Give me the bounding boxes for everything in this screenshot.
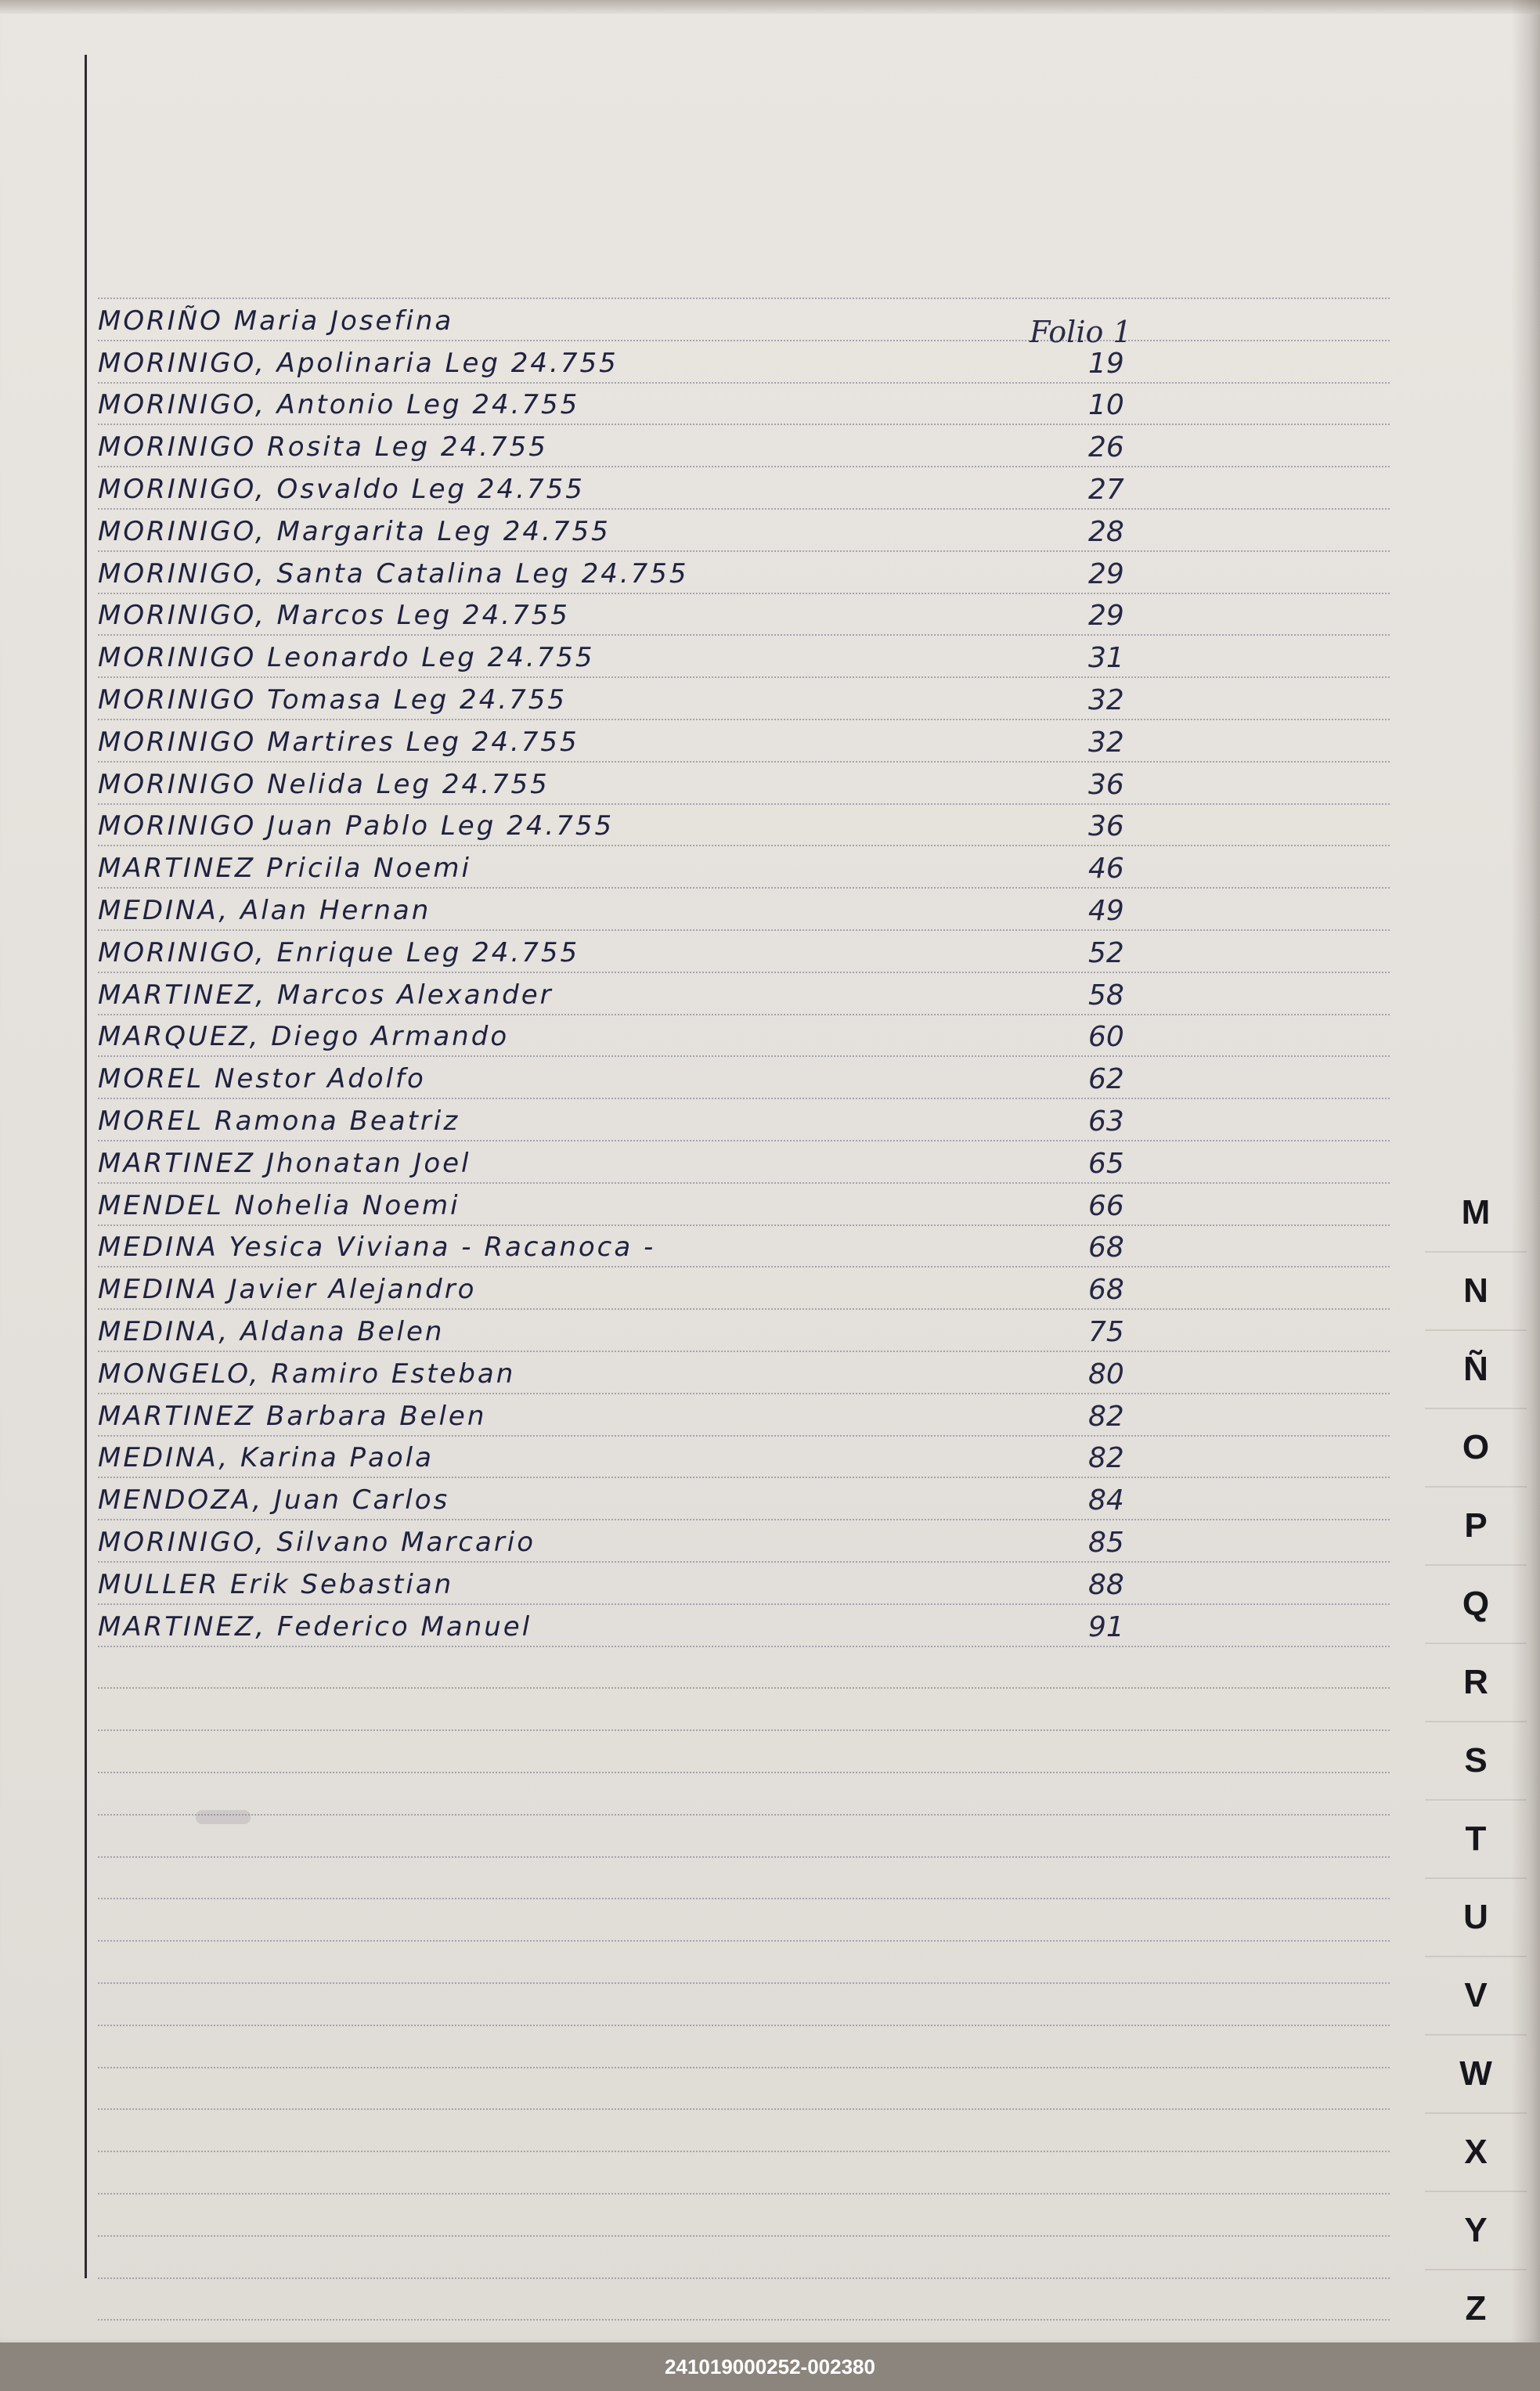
entry-name: MEDINA, Alan Hernan (98, 895, 431, 926)
ruled-line (98, 424, 1390, 425)
ruled-line (98, 634, 1390, 636)
entry-folio: 32 (1088, 726, 1124, 759)
alphabet-index-tabs (1425, 1174, 1527, 2349)
entry-folio: 82 (1088, 1400, 1124, 1433)
entry-folio: 88 (1088, 1568, 1124, 1601)
index-tab-y[interactable]: Y (1425, 2192, 1527, 2270)
ruled-line (98, 1055, 1390, 1057)
ruled-line (98, 2193, 1390, 2194)
ruled-line (98, 972, 1390, 973)
ruled-line (98, 1982, 1390, 1984)
ruled-line (98, 929, 1390, 931)
entry-name: MORINIGO, Margarita Leg 24.755 (98, 515, 611, 547)
entry-folio: 80 (1088, 1358, 1124, 1390)
entry-folio: 75 (1088, 1316, 1124, 1348)
entry-folio: 36 (1088, 810, 1124, 843)
entry-folio: 19 (1088, 347, 1124, 380)
ruled-line (98, 1772, 1390, 1773)
entry-name: MARTINEZ, Marcos Alexander (98, 979, 554, 1011)
ruled-line (98, 2108, 1390, 2110)
entry-name: MORINIGO, Santa Catalina Leg 24.755 (98, 557, 689, 590)
entry-folio: 62 (1088, 1063, 1124, 1096)
entry-name: MOREL Nestor Adolfo (98, 1063, 426, 1095)
ruled-line (98, 1098, 1390, 1099)
entry-name: MORINIGO, Marcos Leg 24.755 (98, 600, 570, 632)
ruled-line (98, 1856, 1390, 1858)
index-tab-o[interactable]: O (1425, 1409, 1527, 1488)
ruled-line (98, 382, 1390, 384)
entry-name: MENDOZA, Juan Carlos (98, 1484, 450, 1516)
ruled-line (98, 719, 1390, 720)
entry-folio: 32 (1088, 684, 1124, 716)
index-tab-v[interactable]: V (1425, 1957, 1527, 2036)
entry-name: MORINIGO Tomasa Leg 24.755 (98, 684, 568, 716)
ruled-line (98, 803, 1390, 805)
entry-name: MORINIGO Nelida Leg 24.755 (98, 768, 550, 800)
ruled-line (98, 2319, 1390, 2321)
ruled-line (98, 2235, 1390, 2237)
index-tab-enye[interactable]: Ñ (1425, 1331, 1527, 1409)
entry-folio: 29 (1088, 557, 1124, 590)
entry-folio: 29 (1088, 600, 1124, 633)
ruled-line (98, 1603, 1390, 1605)
entry-folio: 31 (1088, 642, 1124, 675)
ruled-line (98, 508, 1390, 510)
entry-name: MENDEL Nohelia Noemi (98, 1189, 460, 1221)
index-tab-w[interactable]: W (1425, 2036, 1527, 2114)
ruled-line (98, 1308, 1390, 1310)
index-tab-n[interactable]: N (1425, 1253, 1527, 1331)
ruled-line (98, 676, 1390, 678)
entry-name: MEDINA, Karina Paola (98, 1442, 434, 1474)
ruled-line (98, 1646, 1390, 1647)
entry-folio: 58 (1088, 979, 1124, 1012)
entry-folio: 36 (1088, 768, 1124, 801)
entry-folio: 82 (1088, 1442, 1124, 1475)
ruled-line (98, 1519, 1390, 1520)
ruled-line (98, 593, 1390, 594)
entry-name: MARTINEZ, Federico Manuel (98, 1610, 532, 1643)
ruled-line (98, 340, 1390, 341)
entry-name: MORINIGO, Enrique Leg 24.755 (98, 936, 580, 968)
index-tab-x[interactable]: X (1425, 2114, 1527, 2192)
entry-name: MORINIGO Martires Leg 24.755 (98, 726, 579, 758)
ruled-line (98, 1687, 1390, 1689)
ruled-line (98, 1266, 1390, 1268)
ruled-line (98, 1140, 1390, 1141)
ruled-line (98, 761, 1390, 763)
ruled-line (98, 298, 1390, 299)
ruled-line (98, 2067, 1390, 2068)
index-tab-p[interactable]: P (1425, 1488, 1527, 1566)
ruled-line (98, 550, 1390, 552)
ruled-line (98, 1898, 1390, 1899)
ruled-line (98, 466, 1390, 467)
entry-folio: 68 (1088, 1274, 1124, 1307)
index-tab-m[interactable]: M (1425, 1174, 1527, 1253)
entry-folio: 10 (1088, 389, 1124, 422)
entry-folio: 60 (1088, 1021, 1124, 1054)
entry-name: MARTINEZ Barbara Belen (98, 1400, 487, 1432)
entry-name: MULLER Erik Sebastian (98, 1568, 454, 1600)
index-tab-s[interactable]: S (1425, 1722, 1527, 1801)
entry-folio: 66 (1088, 1189, 1124, 1222)
index-tab-q[interactable]: Q (1425, 1566, 1527, 1644)
entry-folio: 52 (1088, 936, 1124, 969)
index-tab-r[interactable]: R (1425, 1644, 1527, 1722)
entry-folio: 46 (1088, 853, 1124, 885)
entry-name: MARQUEZ, Diego Armando (98, 1021, 510, 1053)
ruled-line (98, 1393, 1390, 1394)
ruled-line (98, 1182, 1390, 1184)
entry-name: MEDINA, Aldana Belen (98, 1316, 445, 1347)
index-tab-u[interactable]: U (1425, 1879, 1527, 1957)
ruled-line (98, 1351, 1390, 1352)
index-tab-z[interactable]: Z (1425, 2270, 1527, 2349)
ruled-line (98, 845, 1390, 846)
margin-line (85, 55, 87, 2278)
entry-folio: 28 (1088, 515, 1124, 548)
entry-folio: 85 (1088, 1527, 1124, 1559)
entry-name: MORINIGO Rosita Leg 24.755 (98, 431, 548, 463)
entry-folio: 91 (1088, 1610, 1124, 1643)
entry-name: MORINIGO, Silvano Marcario (98, 1527, 536, 1558)
ink-smudge (196, 1810, 251, 1824)
entry-folio: 27 (1088, 474, 1124, 506)
index-tab-t[interactable]: T (1425, 1801, 1527, 1879)
entry-name: MORINIGO, Osvaldo Leg 24.755 (98, 474, 585, 505)
entry-name: MORINIGO, Apolinaria Leg 24.755 (98, 347, 619, 379)
entry-folio: 84 (1088, 1484, 1124, 1517)
ruled-line (98, 1477, 1390, 1478)
entry-folio: 26 (1088, 431, 1124, 464)
ruled-line (98, 887, 1390, 889)
entry-folio: 49 (1088, 895, 1124, 927)
entry-name: MORINIGO Leonardo Leg 24.755 (98, 642, 595, 674)
entry-name: MORINIGO Juan Pablo Leg 24.755 (98, 810, 615, 842)
document-id-stamp: 241019000252-002380 (0, 2342, 1540, 2391)
entry-name: MONGELO, Ramiro Esteban (98, 1358, 516, 1390)
ruled-line (98, 1561, 1390, 1563)
ruled-line (98, 2025, 1390, 2026)
ruled-line (98, 2277, 1390, 2279)
ruled-line (98, 1224, 1390, 1226)
entry-name: MEDINA Javier Alejandro (98, 1274, 477, 1306)
ruled-line (98, 1729, 1390, 1731)
entry-name: MARTINEZ Jhonatan Joel (98, 1147, 471, 1179)
ruled-line (98, 1814, 1390, 1816)
entry-folio: 68 (1088, 1232, 1124, 1264)
entry-name: MOREL Ramona Beatriz (98, 1105, 460, 1137)
ruled-line (98, 1014, 1390, 1015)
ruled-line (98, 2151, 1390, 2152)
entry-name: MORINIGO, Antonio Leg 24.755 (98, 389, 580, 421)
entry-folio: 65 (1088, 1147, 1124, 1180)
entry-name: MORIÑO Maria Josefina (98, 305, 454, 337)
entry-name: MEDINA Yesica Viviana - Racanoca - (98, 1232, 656, 1264)
folio-header: Folio 1 (1030, 315, 1132, 349)
ruled-line (98, 1435, 1390, 1437)
entry-folio: 63 (1088, 1105, 1124, 1138)
entry-name: MARTINEZ Pricila Noemi (98, 853, 471, 885)
ruled-line (98, 1940, 1390, 1942)
